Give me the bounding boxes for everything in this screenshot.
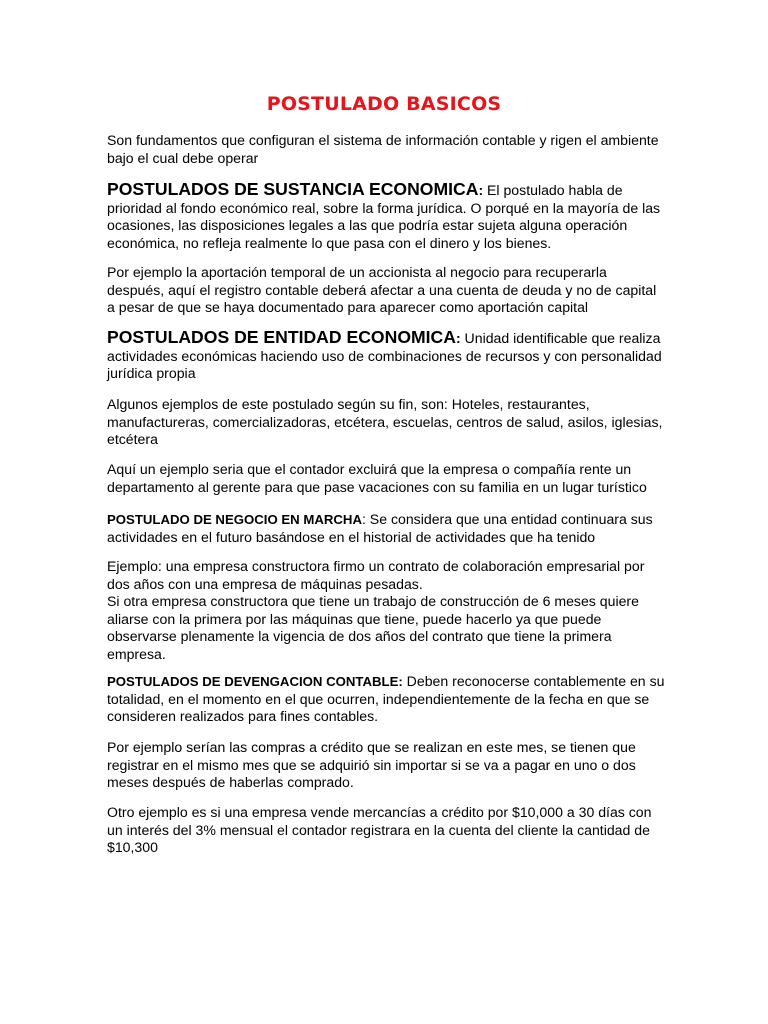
section-text: Unidad identificable que realiza actividades económicas haciendo uso de combinaciones de recursos y con personalidad jurídica propia [107, 330, 662, 382]
section-sustancia-economica [107, 181, 667, 252]
section-heading: POSTULADO DE NEGOCIO EN MARCHA [107, 512, 362, 527]
section-devengacion-contable [107, 673, 667, 726]
section-entidad-economica [107, 329, 667, 383]
section-negocio-en-marcha [107, 511, 667, 546]
section-heading-colon: : [455, 330, 461, 346]
example-paragraph: Aquí un ejemplo seria que el contador excluirá que la empresa o compañía rente un departamento al gerente para que pase vacaciones con su familia en un lugar turístico [107, 461, 647, 495]
intro-paragraph: Son fundamentos que configuran el sistema de información contable y rigen el ambiente bajo el cual debe operar [107, 132, 659, 166]
section-heading: POSTULADOS DE SUSTANCIA ECONOMICA [107, 179, 479, 199]
example-paragraph: Si otra empresa constructora que tiene un trabajo de construcción de 6 meses quiere aliarse con la primera por las máquinas que tiene, puede hacerlo ya que puede observarse plenamente la vigencia de dos años del contrato que tiene la primera empresa. [107, 593, 639, 662]
document-title: POSTULADO BASICOS [266, 93, 502, 115]
section-heading-colon: : [478, 182, 484, 198]
section-text: : Se considera que una entidad continuara sus actividades en el futuro basándose en el historial de actividades que ha tenido [107, 511, 653, 545]
example-paragraph: Ejemplo: una empresa constructora firmo un contrato de colaboración empresarial por dos años con una empresa de máquinas pesadas. [107, 558, 645, 592]
example-paragraph: Por ejemplo serían las compras a crédito que se realizan en este mes, se tienen que registrar en el mismo mes que se adquirió sin importar si se va a pagar en uno o dos meses después de haberlas comprado. [107, 739, 636, 791]
section-text: El postulado habla de prioridad al fondo económico real, sobre la forma jurídica. O porqué en la mayoría de las ocasiones, las disposiciones legales a las que podría estar sujeta alguna operación económica, no refleja realmente lo que pasa con el dinero y los bienes. [107, 182, 661, 251]
section-heading: POSTULADOS DE ENTIDAD ECONOMICA [107, 327, 456, 347]
section-text: Deben reconocerse contablemente en su totalidad, en el momento en el que ocurren, independientemente de la fecha en que se consideren realizados para fines contables. [107, 673, 665, 725]
example-paragraph: Otro ejemplo es si una empresa vende mercancías a crédito por $10,000 a 30 días con un interés del 3% mensual el contador registrara en la cuenta del cliente la cantidad de $10,300 [107, 804, 652, 856]
section-heading: POSTULADOS DE DEVENGACION CONTABLE: [107, 674, 403, 689]
example-paragraph: Por ejemplo la aportación temporal de un accionista al negocio para recuperarla después, aquí el registro contable deberá afectar a una cuenta de deuda y no de capital a pesar de que se haya documentado para aparecer como aportación capital [107, 264, 657, 316]
example-paragraph: Algunos ejemplos de este postulado según su fin, son: Hoteles, restaurantes, manufactureras, comercializadoras, etcétera, escuelas, centros de salud, asilos, iglesias, etcétera [107, 396, 663, 448]
